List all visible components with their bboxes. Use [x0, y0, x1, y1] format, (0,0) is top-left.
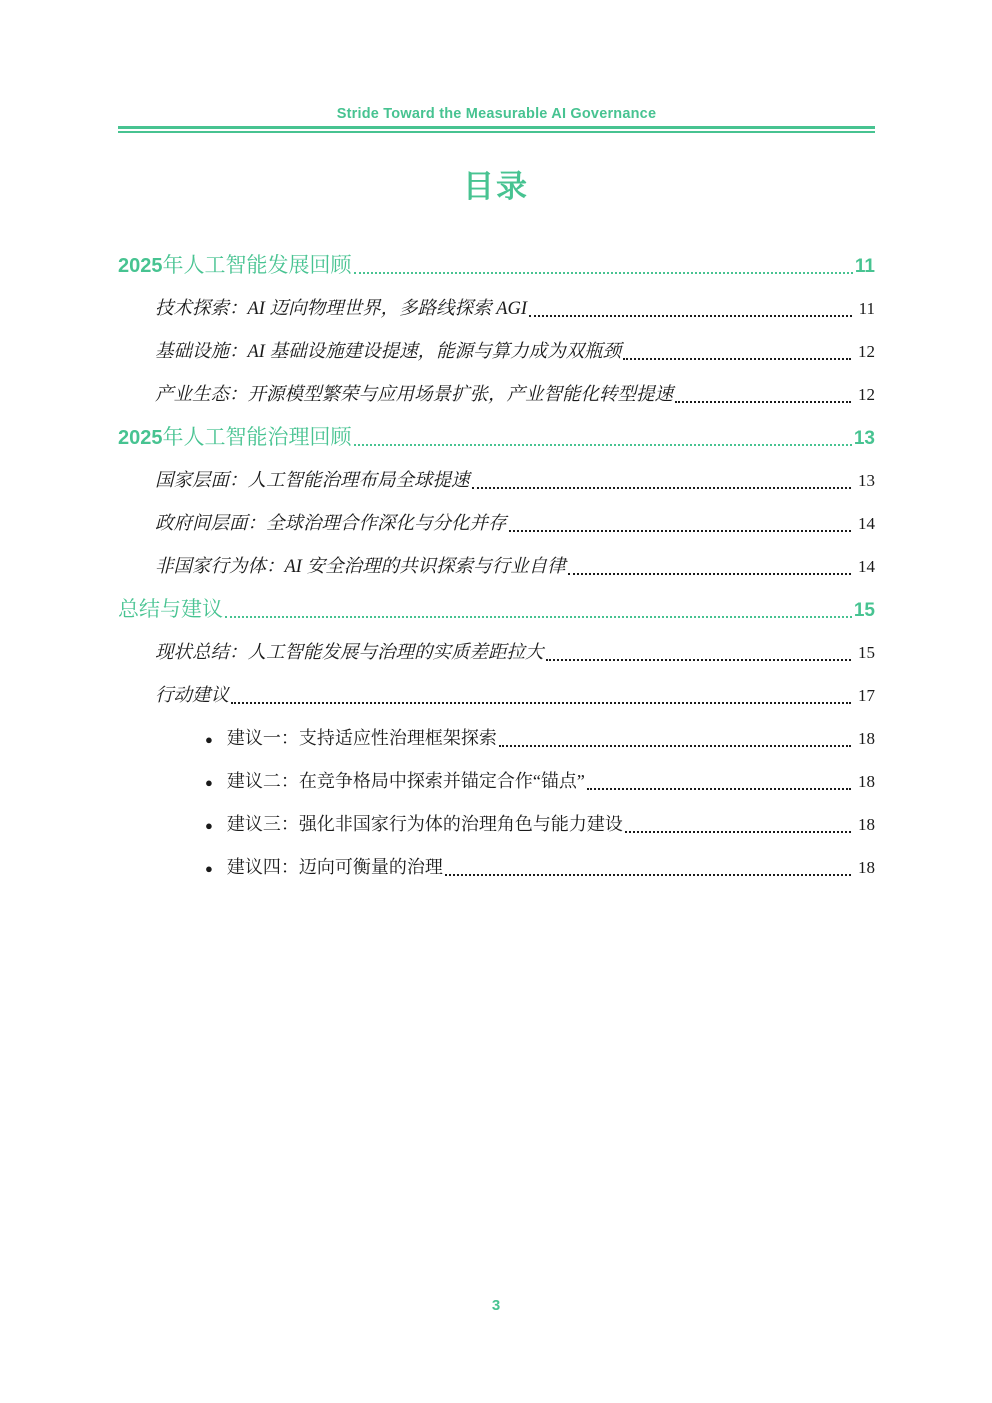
toc-subentry-label: 现状总结：人工智能发展与治理的实质差距拉大: [155, 643, 544, 663]
toc-page-number: 11: [854, 256, 875, 277]
bullet-icon: ●: [205, 732, 213, 747]
toc-heading-label: 年人工智能发展回顾: [162, 253, 352, 277]
bullet-icon: ●: [205, 861, 213, 876]
toc-page-number: 15: [853, 600, 875, 621]
toc-bullet-entry[interactable]: [118, 768, 875, 796]
toc-subentry-label: 技术探索：AI 迈向物理世界，多路线探索 AGI: [155, 299, 528, 319]
toc-section-heading[interactable]: [118, 424, 875, 452]
page-title: 目录: [463, 169, 529, 204]
toc-bullet-label: 建议一：支持适应性治理框架探索: [226, 728, 497, 748]
toc-page-number: 13: [858, 471, 875, 490]
toc-subentry-label: 国家层面：人工智能治理布局全球提速: [155, 471, 470, 491]
footer-page-number: 3: [491, 1297, 501, 1314]
dot-leader: [509, 530, 851, 532]
dot-leader: [354, 272, 853, 274]
toc-page-number: 12: [858, 342, 875, 361]
dot-leader: [472, 487, 851, 489]
toc-bullet-entry[interactable]: [118, 725, 875, 753]
running-header-title: Stride Toward the Measurable AI Governance: [336, 106, 657, 122]
toc-bullet-entry[interactable]: [118, 811, 875, 839]
toc-subentry[interactable]: [118, 639, 875, 667]
toc-heading-number: 2025: [118, 427, 163, 449]
toc-page-number: 12: [858, 385, 875, 404]
toc-heading-number: 2025: [118, 255, 163, 277]
toc-section-heading[interactable]: [118, 596, 875, 624]
toc-subentry-label: 行动建议: [155, 686, 230, 706]
toc-bullet-label: 建议三：强化非国家行为体的治理角色与能力建设: [226, 814, 623, 834]
toc-bullet-label: 建议四：迈向可衡量的治理: [226, 857, 443, 877]
toc-bullet-entry[interactable]: [118, 854, 875, 882]
bullet-icon: ●: [205, 775, 213, 790]
toc-page-number: 18: [858, 815, 875, 834]
toc-page-number: 11: [858, 299, 875, 318]
dot-leader: [529, 315, 852, 317]
toc-page-number: 14: [858, 557, 875, 576]
toc-page-number: 14: [858, 514, 875, 533]
dot-leader: [546, 659, 851, 661]
toc-subentry-label: 产业生态：开源模型繁荣与应用场景扩张，产业智能化转型提速: [155, 385, 674, 405]
toc-subentry[interactable]: [118, 682, 875, 710]
dot-leader: [587, 788, 851, 790]
toc-subentry[interactable]: [118, 381, 875, 409]
toc-heading-label: 总结与建议: [118, 597, 223, 621]
toc-subentry-label: 政府间层面：全球治理合作深化与分化并存: [155, 514, 507, 534]
dot-leader: [568, 573, 851, 575]
toc-page-number: 15: [858, 643, 875, 662]
toc-page-number: 17: [858, 686, 875, 705]
toc-page-number: 18: [858, 729, 875, 748]
header-rule-divider: [118, 126, 875, 133]
toc-page-number: 13: [853, 428, 875, 449]
toc-section-heading[interactable]: [118, 252, 875, 280]
toc-subentry[interactable]: [118, 295, 875, 323]
bullet-icon: ●: [205, 818, 213, 833]
toc-subentry[interactable]: [118, 467, 875, 495]
dot-leader: [499, 745, 851, 747]
toc-subentry-label: 基础设施：AI 基础设施建设提速，能源与算力成为双瓶颈: [155, 342, 622, 362]
dot-leader: [225, 616, 852, 618]
toc-subentry[interactable]: [118, 553, 875, 581]
dot-leader: [231, 702, 851, 704]
toc-subentry[interactable]: [118, 338, 875, 366]
toc-subentry-label: 非国家行为体：AI 安全治理的共识探索与行业自律: [155, 557, 566, 577]
toc-heading-label: 年人工智能治理回顾: [162, 425, 352, 449]
dot-leader: [445, 874, 851, 876]
dot-leader: [675, 401, 851, 403]
dot-leader: [354, 444, 852, 446]
dot-leader: [625, 831, 851, 833]
toc-page-number: 18: [858, 858, 875, 877]
toc-page-number: 18: [858, 772, 875, 791]
table-of-contents: [118, 252, 875, 897]
dot-leader: [623, 358, 851, 360]
toc-bullet-label: 建议二：在竞争格局中探索并锚定合作“锚点”: [226, 771, 585, 791]
toc-subentry[interactable]: [118, 510, 875, 538]
